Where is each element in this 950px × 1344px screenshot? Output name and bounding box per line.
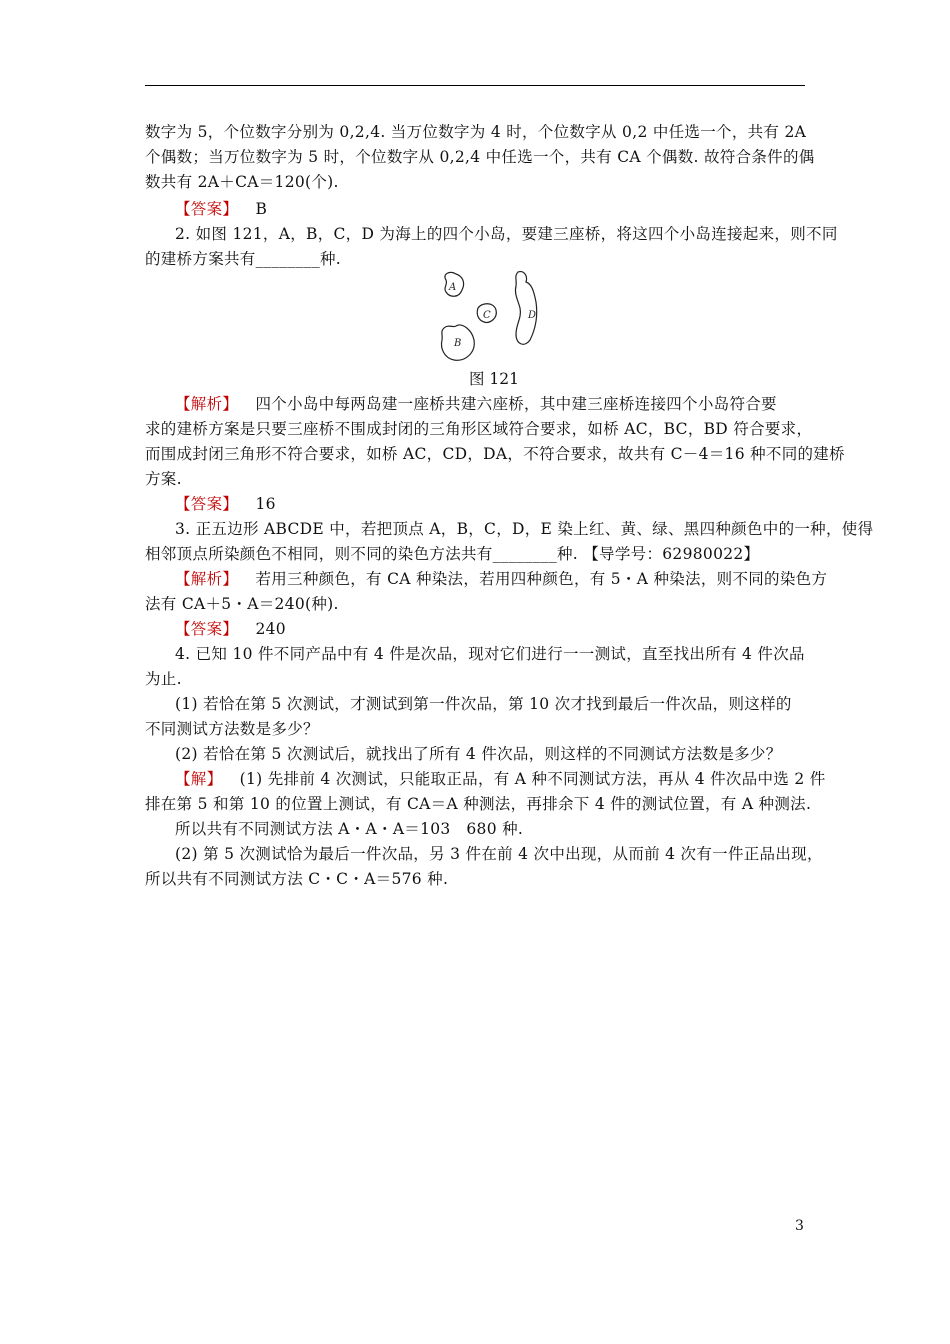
answer-value: 16 [255,495,276,513]
text-line: 所以共有不同测试方法 C・C・A＝576 种. [145,870,449,888]
answer-tag: 【答案】 [175,495,239,513]
question-line: 4. 已知 10 件不同产品中有 4 件是次品，现对它们进行一一测试，直至找出所有 4 件次品 [175,645,805,663]
question-line: 2. 如图 121，A，B，C，D 为海上的四个小岛，要建三座桥，将这四个小岛连接起来，则不同 [175,225,838,243]
question-line: 3. 正五边形 ABCDE 中，若把顶点 A，B，C，D，E 染上红、黄、绿、黑四种颜色中的一种，使得 [175,520,874,538]
island-label-c: C [483,310,491,321]
island-label-d: D [528,310,537,321]
text-line: 求的建桥方案是只要三座桥不围成封闭的三角形区域符合要求，如桥 AC，BC，BD 符合要求， [145,420,813,438]
header-rule [145,85,805,86]
analysis-tag: 【解析】 [175,395,239,413]
text-line: (2) 第 5 次测试恰为最后一件次品，另 3 件在前 4 次中出现，从而前 4 次有一件正品出现， [175,845,823,863]
figure-caption: 图 121 [469,370,520,388]
analysis-text: 若用三种颜色，有 CA 种染法，若用四种颜色，有 5・A 种染法，则不同的染色方 [255,570,828,588]
island-label-b: B [454,338,462,349]
analysis-tag: 【解析】 [175,570,239,588]
text-line: 所以共有不同测试方法 A・A・A＝103 680 种. [175,820,524,838]
island-d [515,272,536,345]
solution-text: (1) 先排前 4 次测试，只能取正品，有 A 种不同测试方法，再从 4 件次品中选 2 件 [239,770,826,788]
answer-value: 240 [255,620,286,638]
analysis-line [175,392,805,416]
answer-line [175,197,805,221]
island-label-a: A [449,282,457,293]
subquestion-line: (2) 若恰在第 5 次测试后，就找出了所有 4 件次品，则这样的不同测试方法数是多少？ [175,745,782,763]
text-line: 数共有 2A＋CA＝120(个). [145,173,339,191]
page-number: 3 [795,1218,804,1234]
solution-tag: 【解】 [175,770,223,788]
text-line: 数字为 5，个位数字分别为 0,2,4. 当万位数字为 4 时，个位数字从 0,2 中任选一个，共有 2A [145,123,807,141]
question-line: 相邻顶点所染颜色不相同，则不同的染色方法共有________种. 【导学号：62980022】 [145,545,760,563]
text-line: 个偶数；当万位数字为 5 时，个位数字从 0,2,4 中任选一个，共有 CA 个偶数. 故符合条件的偶 [145,148,815,166]
subquestion-line: 不同测试方法数是多少？ [145,720,319,738]
island-figure [432,268,552,368]
answer-value: B [255,200,268,218]
subquestion-line: (1) 若恰在第 5 次测试，才测试到第一件次品，第 10 次才找到最后一件次品，则这样的 [175,695,792,713]
analysis-text: 四个小岛中每两岛建一座桥共建六座桥，其中建三座桥连接四个小岛符合要 [255,395,777,413]
answer-line [175,617,805,641]
question-line: 的建桥方案共有________种. [145,250,342,268]
answer-line [175,492,805,516]
text-line: 排在第 5 和第 10 的位置上测试，有 CA＝A 种测法，再排余下 4 件的测试位置，有 A 种测法. [145,795,812,813]
answer-tag: 【答案】 [175,200,239,218]
text-line: 方案. [145,470,182,488]
answer-tag: 【答案】 [175,620,239,638]
analysis-line [175,567,828,591]
solution-line [175,767,826,791]
text-line: 法有 CA＋5・A＝240(种). [145,595,339,613]
text-line: 而围成封闭三角形不符合要求，如桥 AC，CD，DA，不符合要求，故共有 C－4＝16 种不同的建桥 [145,445,845,463]
question-line: 为止. [145,670,182,688]
